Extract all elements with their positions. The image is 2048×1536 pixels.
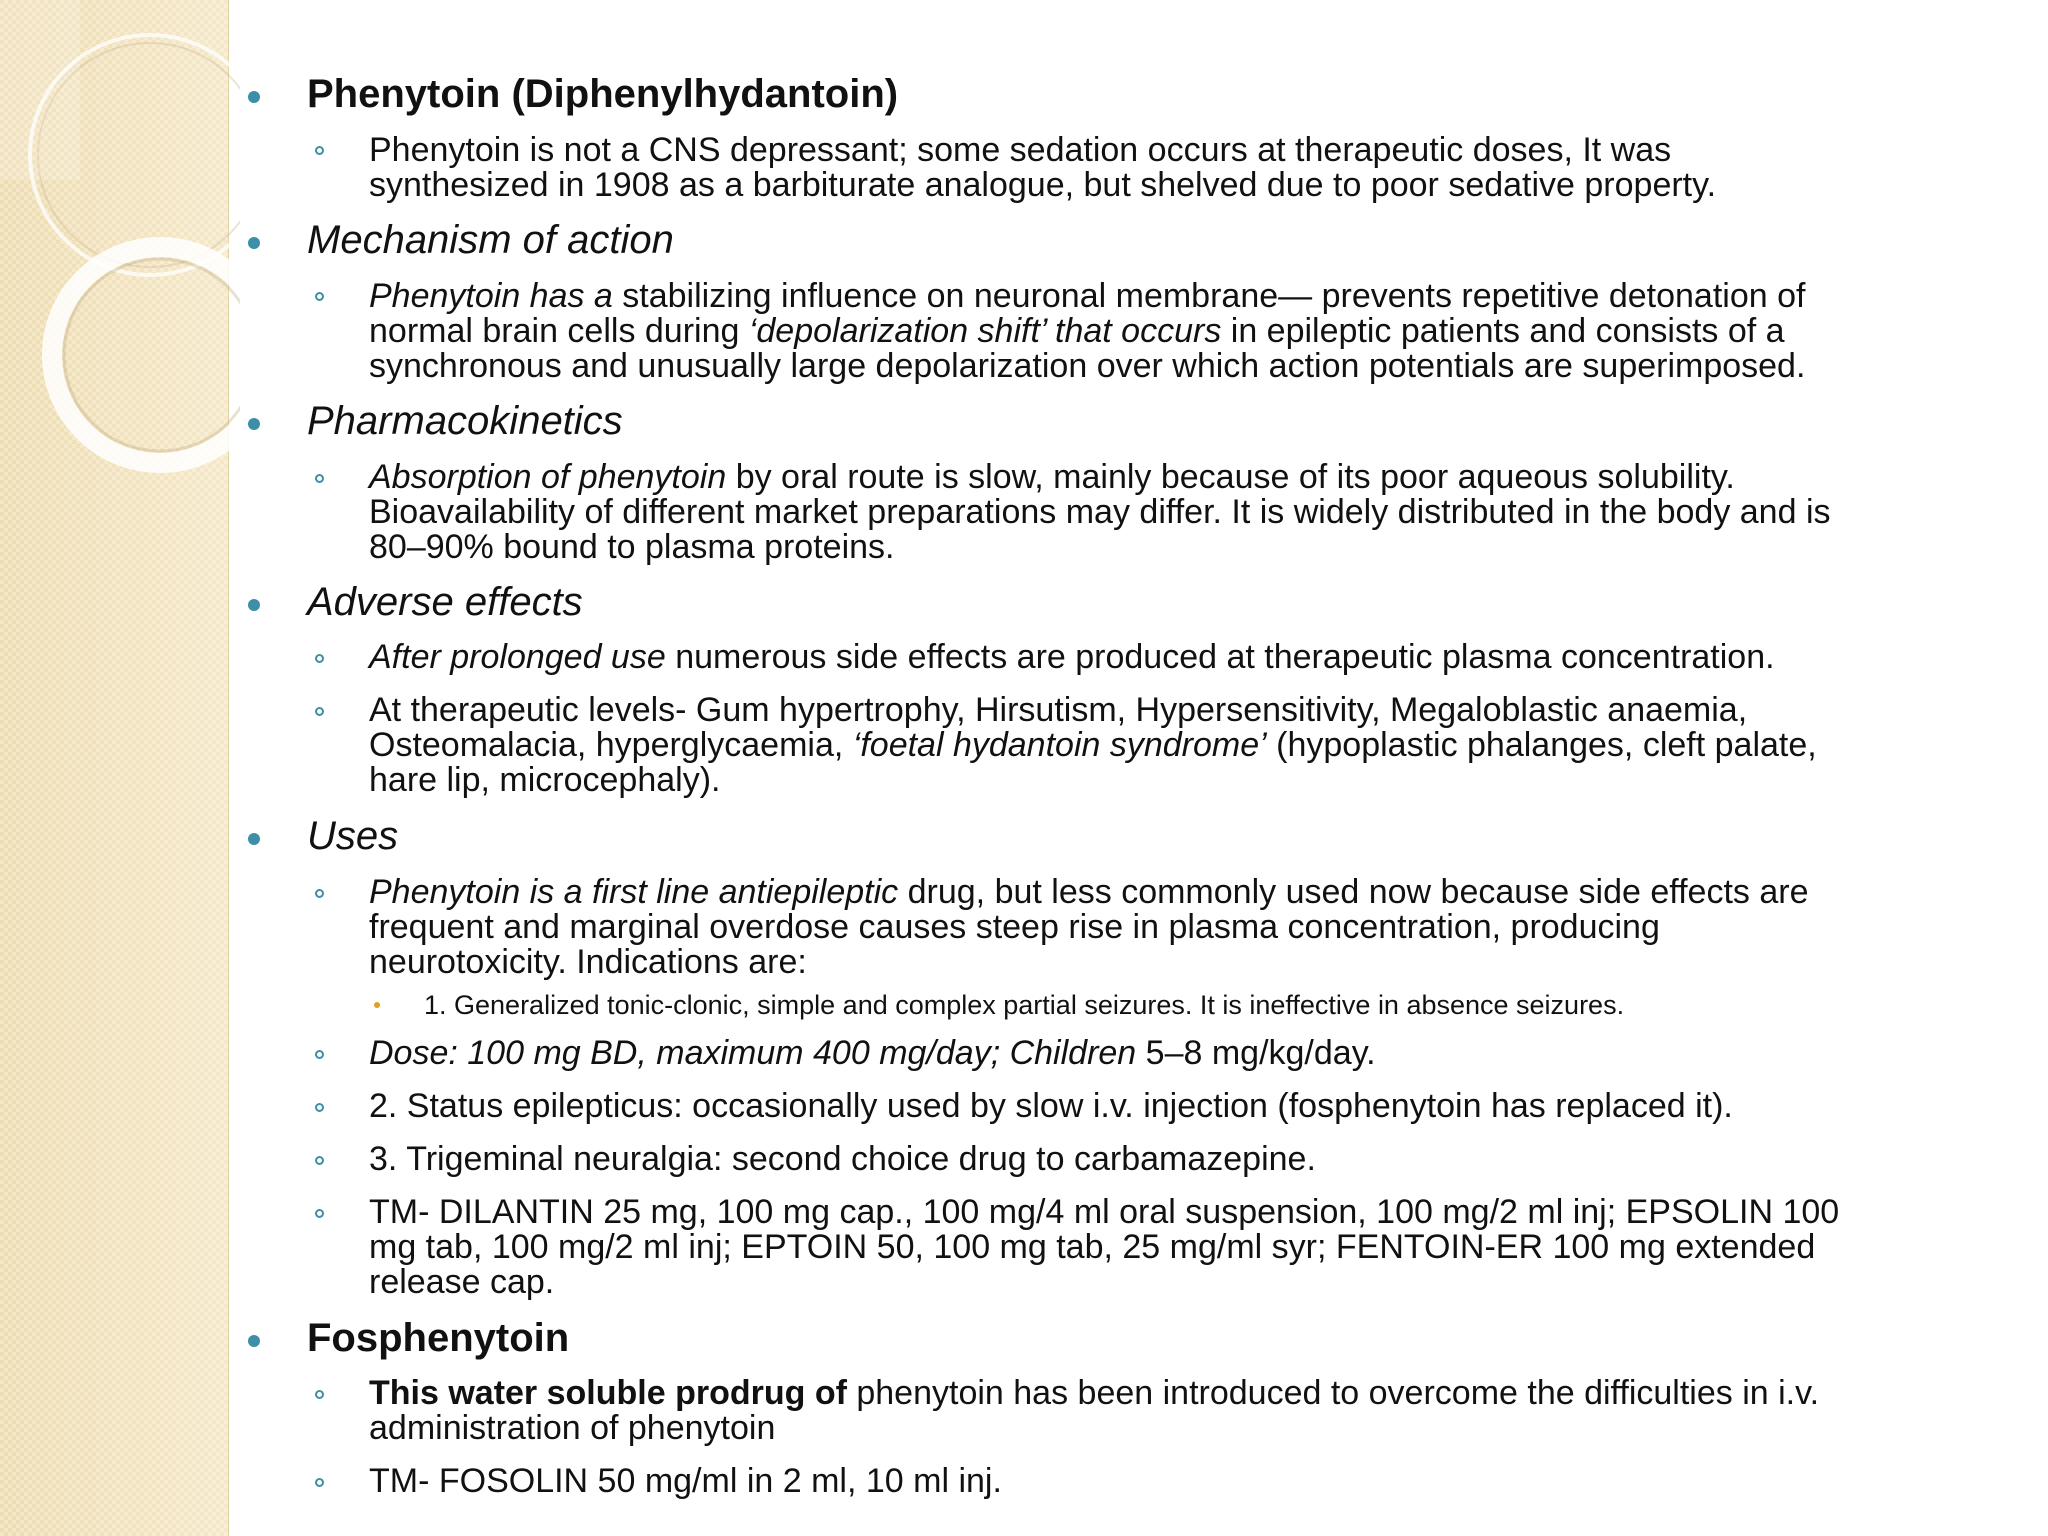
- sub-bullet-ring: [315, 146, 324, 155]
- trade-names-line: TM- DILANTIN 25 mg, 100 mg cap., 100 mg/4 ml oral suspension, 100 mg/2 ml inj; EPSOLIN 100: [369, 1193, 1840, 1231]
- intro-text-line: synthesized in 1908 as a barbiturate analogue, but shelved due to poor sedative property.: [369, 166, 1717, 204]
- uses-heading: Uses: [307, 814, 399, 858]
- pk-text-line: [369, 460, 1735, 495]
- uses-text-fragment: drug, but less commonly used now because side effects are: [898, 873, 1809, 911]
- sub-bullet-ring: [315, 654, 324, 663]
- moa-text-fragment: in epileptic patients and consists of a: [1221, 312, 1785, 350]
- ae-text-line: [369, 640, 1775, 675]
- moa-italic-phrase: Phenytoin has a: [369, 277, 613, 315]
- moa-text-line: [369, 314, 1785, 349]
- dose-text-fragment: 5–8 mg/kg/day.: [1136, 1034, 1376, 1072]
- moa-italic-phrase: ‘depolarization shift’ that occurs: [748, 312, 1222, 350]
- moa-text-line: [369, 279, 1805, 314]
- ae-heading: Adverse effects: [307, 580, 583, 624]
- sub-bullet-ring: [315, 1390, 324, 1399]
- ae-text-fragment: numerous side effects are produced at therapeutic plasma concentration.: [665, 638, 1775, 676]
- sub-sub-bullet-dot: [374, 1002, 380, 1008]
- pk-italic-phrase: Absorption of phenytoin: [369, 458, 727, 496]
- bullet-dot: [248, 1335, 260, 1347]
- uses-italic-phrase: Phenytoin is a first line antiepileptic: [369, 873, 899, 911]
- trigeminal-text: 3. Trigeminal neuralgia: second choice drug to carbamazepine.: [369, 1140, 1316, 1178]
- sub-bullet-ring: [315, 1156, 324, 1165]
- fos-text-fragment: phenytoin has been introduced to overcome the difficulties in i.v.: [846, 1374, 1820, 1412]
- uses-text-line: [369, 875, 1809, 910]
- fosphenytoin-heading: Fosphenytoin: [307, 1316, 570, 1360]
- sub-bullet-ring: [315, 707, 324, 716]
- sub-bullet-ring: [315, 1209, 324, 1218]
- sub-bullet-ring: [315, 1103, 324, 1112]
- ae-italic-phrase: ‘foetal hydantoin syndrome’: [852, 726, 1267, 764]
- fos-text-line: [369, 1376, 1819, 1411]
- pk-text-fragment: by oral route is slow, mainly because of its poor aqueous solubility.: [726, 458, 1735, 496]
- bullet-dot: [248, 833, 260, 845]
- pk-text-line: Bioavailability of different market preparations may differ. It is widely distributed in the body and is: [369, 493, 1831, 531]
- sub-bullet-ring: [315, 474, 324, 483]
- sub-bullet-ring: [315, 1050, 324, 1059]
- moa-heading: Mechanism of action: [307, 218, 674, 262]
- moa-text-line: synchronous and unusually large depolarization over which action potentials are superimposed.: [369, 347, 1806, 385]
- fos-text-line: administration of phenytoin: [369, 1409, 776, 1447]
- bullet-dot: [248, 237, 260, 249]
- sub-bullet-ring: [315, 1478, 324, 1487]
- sub-bullet-ring: [315, 889, 324, 898]
- indication-text: 1. Generalized tonic-clonic, simple and complex partial seizures. It is ineffective in absence seizures.: [424, 990, 1625, 1020]
- ae-text-line: At therapeutic levels- Gum hypertrophy, Hirsutism, Hypersensitivity, Megaloblastic anaemia,: [369, 691, 1748, 729]
- bullet-dot: [248, 599, 260, 611]
- ae-text-line: hare lip, microcephaly).: [369, 761, 721, 799]
- dose-italic-phrase: Dose: 100 mg BD, maximum 400 mg/day; Children: [369, 1034, 1137, 1072]
- trade-names-line: mg tab, 100 mg/2 ml inj; EPTOIN 50, 100 mg tab, 25 mg/ml syr; FENTOIN-ER 100 mg extended: [369, 1228, 1816, 1266]
- ae-text-line: [369, 728, 1817, 763]
- dose-text: [369, 1036, 1376, 1071]
- ae-text-fragment: (hypoplastic phalanges, cleft palate,: [1266, 726, 1817, 764]
- pk-heading: Pharmacokinetics: [307, 399, 623, 443]
- uses-text-line: frequent and marginal overdose causes steep rise in plasma concentration, producing: [369, 908, 1660, 946]
- phenytoin-heading: Phenytoin (Diphenylhydantoin): [307, 72, 899, 116]
- status-epilepticus-text: 2. Status epilepticus: occasionally used by slow i.v. injection (fosphenytoin has replaced it).: [369, 1087, 1733, 1125]
- uses-text-line: neurotoxicity. Indications are:: [369, 943, 807, 981]
- bullet-dot: [248, 91, 260, 103]
- fos-trade-name-text: TM- FOSOLIN 50 mg/ml in 2 ml, 10 ml inj.: [369, 1462, 1002, 1500]
- trade-names-line: release cap.: [369, 1263, 555, 1301]
- bullet-dot: [248, 418, 260, 430]
- moa-text-fragment: normal brain cells during: [369, 312, 749, 350]
- ae-italic-phrase: After prolonged use: [369, 638, 666, 676]
- intro-text-line: Phenytoin is not a CNS depressant; some sedation occurs at therapeutic doses, It was: [369, 131, 1672, 169]
- pk-text-line: 80–90% bound to plasma proteins.: [369, 528, 895, 566]
- sub-bullet-ring: [315, 292, 324, 301]
- moa-text-fragment: stabilizing influence on neuronal membrane— prevents repetitive detonation of: [612, 277, 1806, 315]
- ae-text-fragment: Osteomalacia, hyperglycaemia,: [369, 726, 853, 764]
- fos-bold-phrase: This water soluble prodrug of: [369, 1374, 847, 1412]
